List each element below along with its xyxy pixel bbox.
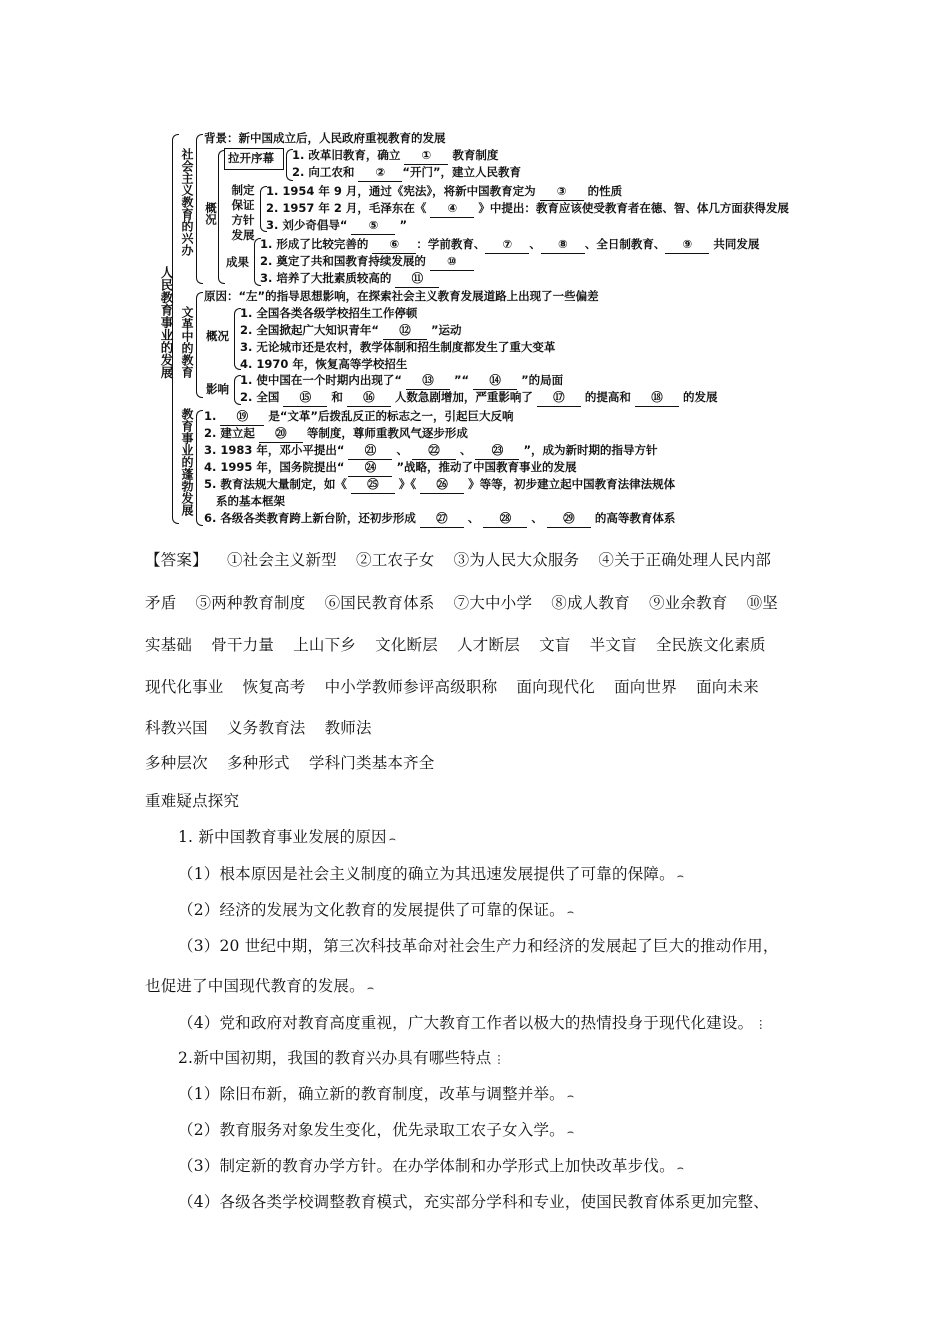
section-3-item-6: 6. 各级各类教育跨上新台阶，还初步形成 ㉗ 、 ㉘ 、 ㉙ 的高等教育体系 [204, 510, 675, 528]
section-2-overview-item-1: 1. 全国各类各级学校招生工作停顿 [240, 306, 418, 320]
education-outline-diagram [150, 128, 810, 530]
group-1-label: 拉开序幕 [228, 151, 274, 165]
answer-item: ⑧成人教育 [551, 594, 630, 612]
question-2-point-4: （4）各级各类学校调整教育模式，充实部分学科和专业，使国民教育体系更加完整、 [178, 1193, 769, 1211]
section-1-background: 背景：新中国成立后，人民政府重视教育的发展 [204, 131, 446, 145]
question-2: 2.新中国初期，我国的教育兴办具有哪些特点 ⋮ [178, 1049, 505, 1067]
group-3-label: 成果 [226, 255, 249, 269]
answer-item: 全民族文化素质 [655, 636, 766, 654]
group-3-item-2: 2. 奠定了共和国教育持续发展的 ⑩ [260, 253, 474, 271]
question-2-point-2: （2）教育服务对象发生变化，优先录取工农子女入学。 ⌢ [178, 1121, 575, 1139]
section-2-reason: 原因：“左”的指导思想影响，在探索社会主义教育发展道路上出现了一些偏差 [204, 289, 599, 303]
section-2-overview-label: 概况 [206, 329, 229, 343]
answers-line-4 [145, 675, 773, 697]
section-title: 重难疑点探究 [145, 792, 240, 810]
answer-item: ①社会主义新型 [226, 551, 337, 569]
answer-item: ⑥国民教育体系 [324, 594, 435, 612]
question-1-point-1: （1）根本原因是社会主义制度的确立为其迅速发展提供了可靠的保障。 ⌢ [178, 865, 685, 883]
question-1: 1. 新中国教育事业发展的原因 ⌢ [178, 828, 397, 846]
group-1-item-1: 1. 改革旧教育，确立 ① 教育制度 [292, 147, 498, 165]
answers-label: 【答案】 [145, 551, 208, 569]
section-3-item-1: 1. ⑲ 是“文革”后拨乱反正的标志之一，引起巨大反响 [204, 408, 514, 426]
answer-item: 文化断层 [375, 636, 438, 654]
answers-line-6 [145, 751, 449, 773]
section-3-item-4: 4. 1995 年，国务院提出“ ㉔ ”战略，推动了中国教育事业的发展 [204, 459, 577, 477]
answers-line-1 [145, 548, 785, 570]
answers-line-2 [145, 591, 792, 613]
answer-item: 实基础 [145, 636, 193, 654]
answer-item: 面向世界 [614, 678, 677, 696]
answer-item: ⑩坚 [746, 594, 779, 612]
section-2-overview-item-3: 3. 无论城市还是农村，教学体制和招生制度都发生了重大变革 [240, 340, 556, 354]
answer-item: 学科门类基本齐全 [308, 754, 435, 772]
section-2-brace [196, 292, 203, 398]
section-3-brace [196, 410, 203, 526]
section-1-overview-label: 概况 [204, 202, 218, 225]
answer-item: ③为人民大众服务 [453, 551, 580, 569]
question-1-point-3: （3）20 世纪中期，第三次科技革命对社会生产力和经济的发展起了巨大的推动作用， [178, 937, 779, 955]
answer-item: 多种形式 [226, 754, 290, 772]
section-2-overview-item-4: 4. 1970 年，恢复高等学校招生 [240, 357, 408, 371]
group-2-item-2: 2. 1957 年 2 月，毛泽东在《 ④ 》中提出：教育应该使受教育者在德、智、体几方面获得发展 [266, 200, 789, 218]
section-3-item-5-cont: 系的基本框架 [216, 494, 285, 508]
answer-item: ⑦大中小学 [453, 594, 533, 612]
answer-item: 面向现代化 [516, 678, 595, 696]
section-1-title: 社会主义教育的兴办 [180, 148, 194, 256]
question-1-point-4: （4）党和政府对教育高度重视，广大教育工作者以极大的热情投身于现代化建设。 ⋮ [178, 1014, 767, 1032]
question-1-point-3-cont: 也促进了中国现代教育的发展。 ⌢ [145, 977, 375, 995]
group-2-item-1: 1. 1954 年 9 月，通过《宪法》，将新中国教育定为 ③ 的性质 [266, 183, 622, 201]
section-2-impact-item-2: 2. 全国 ⑮ 和 ⑯ 人数急剧增加，严重影响了 ⑰ 的提高和 ⑱ 的发展 [240, 389, 717, 407]
group-1-item-2: 2. 向工农和 ②“开门”，建立人民教育 [292, 164, 521, 182]
answer-item: 教师法 [324, 719, 372, 737]
answer-item: ②工农子女 [356, 551, 435, 569]
section-1-overview-brace [218, 150, 225, 284]
group-2-label: 制定保证方针发展 [231, 183, 255, 242]
answer-item: 文盲 [539, 636, 571, 654]
answer-item: 多种层次 [145, 754, 208, 772]
question-1-point-2: （2）经济的发展为文化教育的发展提供了可靠的保证。 ⌢ [178, 901, 575, 919]
answer-item: ④关于正确处理人民内部 [598, 551, 772, 569]
answer-item: 上山下乡 [293, 636, 357, 654]
answer-item: ⑨业余教育 [648, 594, 728, 612]
section-3-item-3: 3. 1983 年，邓小平提出“ ㉑ 、 ㉒ 、 ㉓ ”，成为新时期的指导方针 [204, 442, 658, 460]
group-3-item-3: 3. 培养了大批素质较高的 ⑪ [260, 270, 439, 288]
answer-item: 科教兴国 [145, 719, 208, 737]
answer-item: 恢复高考 [242, 678, 306, 696]
group-3-item-1: 1. 形成了比较完善的 ⑥ ：学前教育、 ⑦ 、 ⑧ 、全日制教育、 ⑨ 共同发展 [260, 236, 759, 254]
root-label: 人民教育事业的发展 [159, 266, 174, 379]
section-1-brace [196, 134, 203, 284]
section-3-item-2: 2. 建立起 ⑳ 等制度，尊师重教风气逐步形成 [204, 425, 468, 443]
answer-item: 中小学教师参评高级职称 [324, 678, 498, 696]
root-brace [172, 134, 179, 524]
answer-item: 半文盲 [589, 636, 637, 654]
answer-item: 面向未来 [696, 678, 759, 696]
answers-line-3 [145, 633, 780, 655]
answer-item: 现代化事业 [145, 678, 224, 696]
section-2-impact-label: 影响 [206, 382, 229, 396]
section-2-impact-item-1: 1. 使中国在一个时期内出现了“ ⑬ ”“ ⑭ ”的局面 [240, 372, 563, 390]
section-3-title: 教育事业的蓬勃发展 [180, 408, 194, 516]
group-2-item-3: 3. 刘少奇倡导“ ⑤ ” [266, 217, 407, 235]
answers-line-5 [145, 716, 386, 738]
question-2-point-1: （1）除旧布新，确立新的教育制度，改革与调整并举。 ⌢ [178, 1085, 575, 1103]
section-2-title: 文革中的教育 [180, 306, 194, 378]
question-2-point-3: （3）制定新的教育办学方针。在办学体制和办学形式上加快改革步伐。 ⌢ [178, 1157, 685, 1175]
answer-item: ⑤两种教育制度 [195, 594, 306, 612]
answer-item: 骨干力量 [211, 636, 275, 654]
answer-item: 矛盾 [145, 594, 177, 612]
answer-item: 人才断层 [457, 636, 520, 654]
section-2-overview-item-2: 2. 全国掀起广大知识青年“ ⑫ ”运动 [240, 322, 462, 340]
answer-item: 义务教育法 [226, 719, 306, 737]
section-3-item-5: 5. 教育法规大量制定，如《 ㉕ 》《 ㉖ 》等等，初步建立起中国教育法律法规体 [204, 476, 675, 494]
